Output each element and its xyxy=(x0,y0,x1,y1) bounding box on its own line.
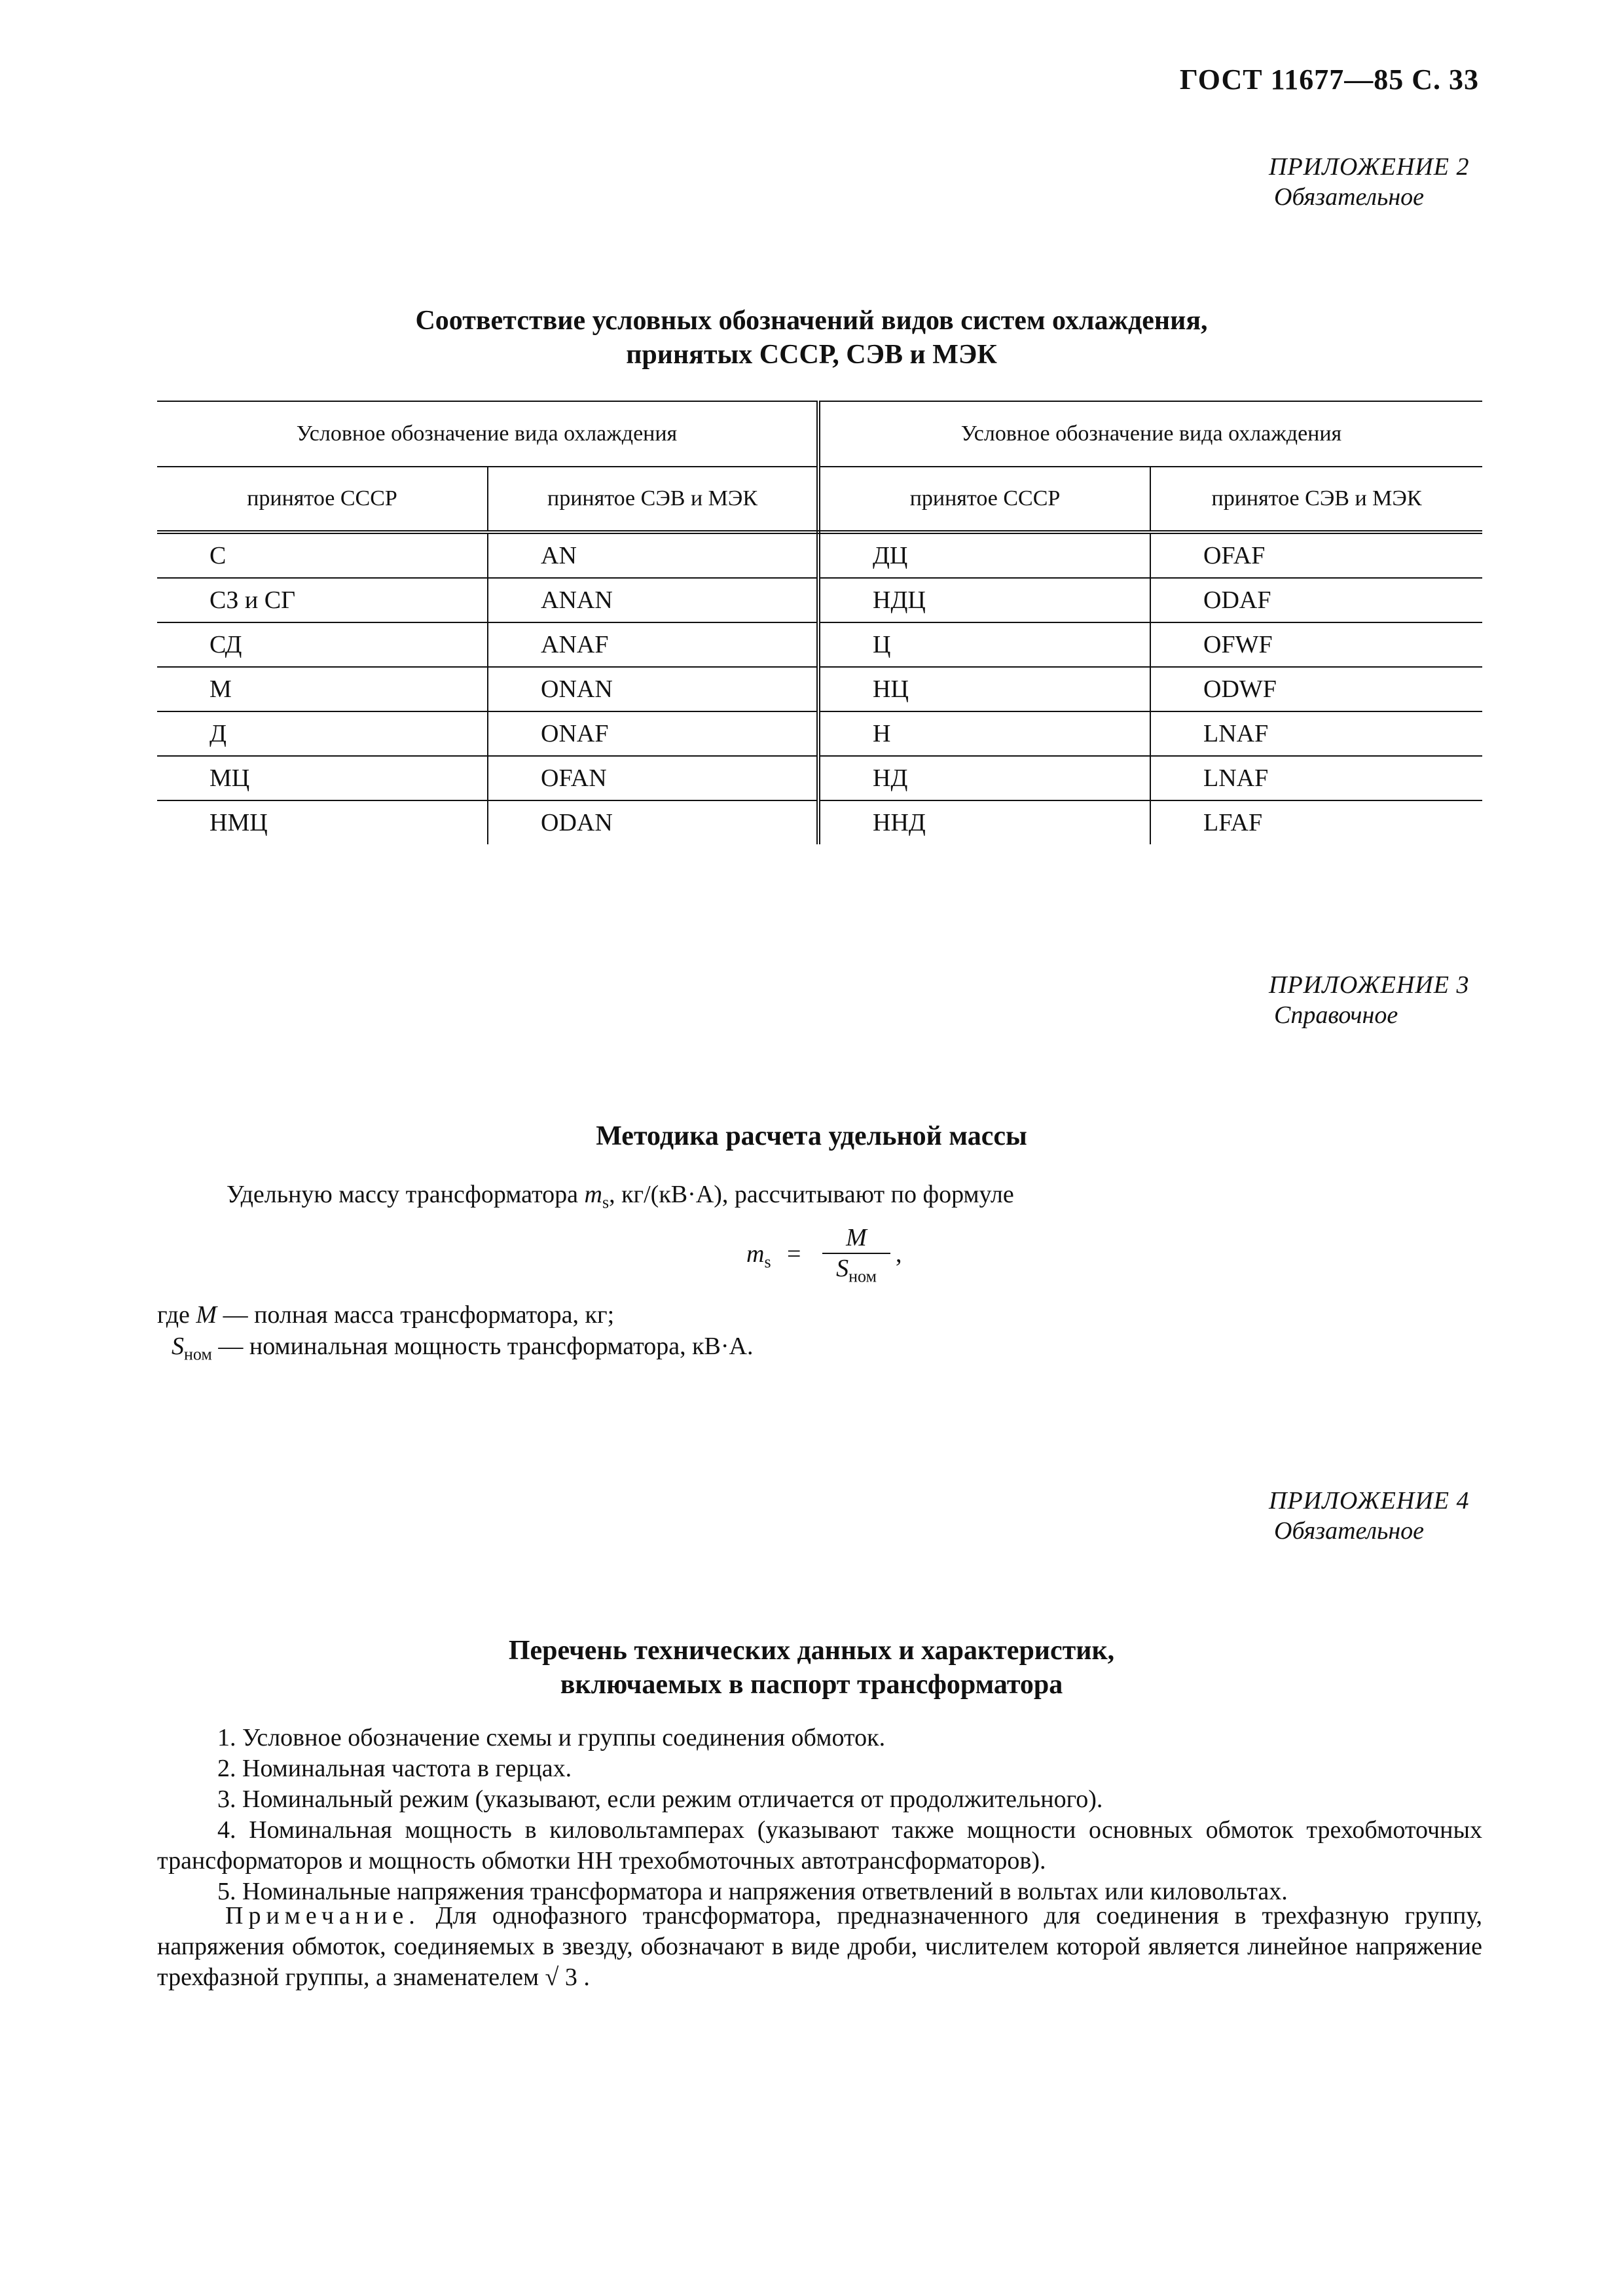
cell-ussr-right: Ц xyxy=(818,622,1150,667)
list-item: 4. Номинальная мощность в киловольтамперах (указывают также мощности основных обмоток трехобмоточных трансформаторов и мощность обмотки НН трехобмоточных автотрансформаторов). xyxy=(157,1816,1482,1874)
cell-cmea-iec-right: OFAF xyxy=(1150,532,1482,578)
cell-ussr-left: СД xyxy=(157,622,488,667)
appendix-3-label: ПРИЛОЖЕНИЕ 3 xyxy=(1269,971,1470,999)
list-item: 2. Номинальная частота в герцах. xyxy=(217,1755,572,1782)
appendix-4-label: ПРИЛОЖЕНИЕ 4 xyxy=(1269,1487,1470,1515)
formula-denominator xyxy=(822,1254,890,1291)
appendix-2-title xyxy=(0,304,1623,372)
formula-denominator-var: S xyxy=(836,1255,849,1282)
cell-cmea-iec-left: ONAF xyxy=(488,711,818,756)
formula-equals: = xyxy=(787,1240,801,1268)
cell-ussr-right: Н xyxy=(818,711,1150,756)
appendix-3-heading xyxy=(1269,970,1469,1030)
table-col-header-cmea-iec-right: принятое СЭВ и МЭК xyxy=(1150,467,1482,532)
specific-mass-intro xyxy=(227,1179,1014,1218)
cell-cmea-iec-left: ANAF xyxy=(488,622,818,667)
cell-ussr-right: НД xyxy=(818,756,1150,800)
where-1-prefix: где xyxy=(157,1301,196,1329)
formula-lhs-var: m xyxy=(746,1240,765,1268)
where-2-var: S xyxy=(172,1333,184,1360)
formula-tail: , xyxy=(896,1240,902,1268)
appendix-4-note xyxy=(157,1901,1482,1993)
where-1-text: — полная масса трансформатора, кг; xyxy=(217,1301,615,1329)
appendix-3-title: Методика расчета удельной массы xyxy=(596,1121,1027,1151)
cell-ussr-left: СЗ и СГ xyxy=(157,578,488,622)
appendix-4-title-line-1: Перечень технических данных и характеристик, xyxy=(508,1636,1115,1666)
table-row xyxy=(157,578,1482,622)
table-row xyxy=(157,800,1482,844)
table-row xyxy=(157,667,1482,711)
cell-cmea-iec-left: ONAN xyxy=(488,667,818,711)
cell-ussr-right: НЦ xyxy=(818,667,1150,711)
formula-denominator-sub: ном xyxy=(848,1266,877,1286)
where-line-1 xyxy=(157,1300,614,1330)
passport-data-list xyxy=(157,1723,1482,1907)
page-header-reference: ГОСТ 11677—85 С. 33 xyxy=(1179,63,1479,96)
cell-cmea-iec-left: OFAN xyxy=(488,756,818,800)
cooling-designation-table xyxy=(157,401,1482,844)
cell-ussr-left: М xyxy=(157,667,488,711)
cell-cmea-iec-right: LFAF xyxy=(1203,809,1263,836)
where-1-var: M xyxy=(196,1301,217,1329)
appendix-2-heading xyxy=(1269,152,1469,212)
intro-var: m xyxy=(584,1181,602,1208)
cell-cmea-iec-left: ODAN xyxy=(488,800,818,844)
specific-mass-formula xyxy=(746,1223,917,1295)
appendix-4-status: Обязательное xyxy=(1274,1517,1425,1545)
cell-cmea-iec-right: OFWF xyxy=(1150,622,1482,667)
list-item: 5. Номинальные напряжения трансформатора и напряжения ответвлений в вольтах или киловольтах. xyxy=(217,1878,1288,1905)
cell-ussr-right: НДЦ xyxy=(818,578,1150,622)
cell-ussr-right: ННД xyxy=(818,800,1150,844)
cell-cmea-iec-right: ODAF xyxy=(1150,578,1482,622)
table-row xyxy=(157,532,1482,578)
table-row xyxy=(157,622,1482,667)
intro-text-b: , кг/(кВ·А), рассчитывают по формуле xyxy=(609,1181,1014,1208)
table-col-header-ussr-right: принятое СССР xyxy=(818,467,1150,532)
appendix-2-status: Обязательное xyxy=(1274,183,1425,211)
where-2-text: — номинальная мощность трансформатора, кВ·А. xyxy=(211,1333,754,1360)
intro-text-a: Удельную массу трансформатора xyxy=(227,1181,585,1208)
list-item: 3. Номинальный режим (указывают, если режим отличается от продолжительного). xyxy=(217,1785,1103,1813)
where-line-2 xyxy=(172,1331,753,1370)
formula-fraction xyxy=(822,1223,890,1291)
table-col-header-cmea-iec-left: принятое СЭВ и МЭК xyxy=(488,467,818,532)
where-2-var-sub: ном xyxy=(184,1344,212,1364)
formula-lhs-sub: s xyxy=(764,1252,771,1272)
table-col-header-ussr-left: принятое СССР xyxy=(157,467,488,532)
table-row xyxy=(157,711,1482,756)
table-group-header-left: Условное обозначение вида охлаждения xyxy=(157,401,818,467)
formula-lhs xyxy=(746,1240,771,1272)
appendix-4-title-line-2: включаемых в паспорт трансформатора xyxy=(560,1670,1063,1700)
appendix-4-heading xyxy=(1269,1486,1469,1546)
note-label: Примечание. xyxy=(225,1902,420,1929)
cell-cmea-iec-left: ANAN xyxy=(488,578,818,622)
appendix-4-title xyxy=(0,1634,1623,1702)
table-group-header-right: Условное обозначение вида охлаждения xyxy=(818,401,1482,467)
cell-ussr-left: Д xyxy=(157,711,488,756)
cell-cmea-iec-left: AN xyxy=(488,532,818,578)
intro-var-sub: s xyxy=(602,1193,610,1212)
cell-ussr-left: НМЦ xyxy=(157,800,488,844)
appendix-2-title-line-1: Соответствие условных обозначений видов систем охлаждения, xyxy=(415,306,1208,336)
appendix-2-label: ПРИЛОЖЕНИЕ 2 xyxy=(1269,153,1470,181)
cell-cmea-iec-right: LNAF xyxy=(1150,756,1482,800)
cell-ussr-left: МЦ xyxy=(157,756,488,800)
note-text: Для однофазного трансформатора, предназначенного для соединения в трехфазную группу, напряжения обмоток, соединяемых в звезду, обозначают в виде дроби, числителем которой является линейное напряжение трехфазной группы, а знаменателем √ 3 . xyxy=(157,1902,1482,1991)
cell-cmea-iec-right: LNAF xyxy=(1150,711,1482,756)
appendix-2-title-line-2: принятых СССР, СЭВ и МЭК xyxy=(626,340,997,370)
cell-ussr-left: С xyxy=(157,532,488,578)
appendix-3-status: Справочное xyxy=(1274,1001,1398,1029)
cell-cmea-iec-right: ODWF xyxy=(1150,667,1482,711)
formula-numerator: M xyxy=(846,1224,867,1251)
list-item: 1. Условное обозначение схемы и группы соединения обмоток. xyxy=(217,1724,886,1751)
table-row xyxy=(157,756,1482,800)
cell-ussr-right: ДЦ xyxy=(818,532,1150,578)
